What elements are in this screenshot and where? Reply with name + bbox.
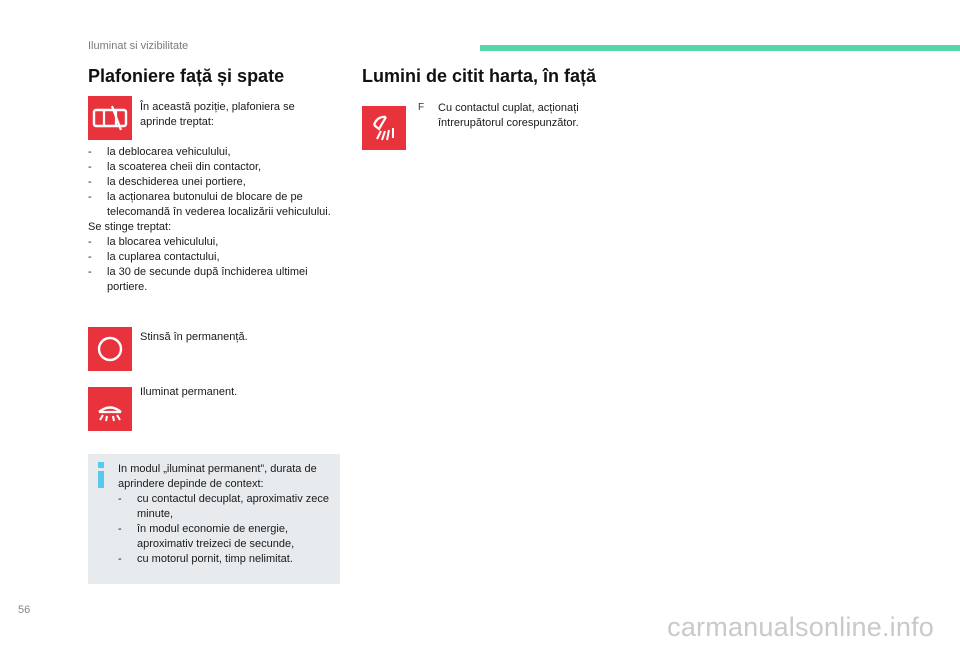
list-item: - la deblocarea vehiculului, <box>88 145 340 160</box>
arrow-bullet-icon: F <box>418 102 425 113</box>
on-text: Iluminat permanent. <box>140 386 238 398</box>
info-text <box>118 462 334 567</box>
intro-text: În această poziție, plafoniera se aprinde treptat: <box>140 101 295 128</box>
left-title: Plafoniere față și spate <box>88 66 285 86</box>
list-item: - la deschiderea unei portiere, <box>88 175 340 190</box>
list-item: - în modul economie de energie, aproximativ treizeci de secunde, <box>118 522 334 552</box>
door-courtesy-light-icon <box>91 103 129 133</box>
list-item: - cu contactul decuplat, aproximativ zece minute, <box>118 492 334 522</box>
info-box <box>88 454 340 584</box>
list-item: - la acționarea butonului de blocare de pe telecomandă în vederea localizării vehiculului. <box>88 190 340 220</box>
info-intro: In modul „iluminat permanent”, durata de aprindere depinde de context: <box>118 463 317 490</box>
list-item: - cu motorul pornit, timp nelimitat. <box>118 552 334 567</box>
on-icon-box <box>88 387 132 431</box>
off-icon-box <box>88 327 132 371</box>
info-icon <box>94 462 108 488</box>
map-reading-light-icon <box>367 112 401 144</box>
lamp-on-icon <box>93 394 127 424</box>
list-item: - la cuplarea contactului, <box>88 250 340 265</box>
map-light-icon-box <box>362 106 406 150</box>
door-light-icon-box <box>88 96 132 140</box>
left-body-text <box>88 145 340 295</box>
right-text: Cu contactul cuplat, acționați întrerupătorul corespunzător. <box>438 102 579 129</box>
header-accent-bar <box>480 45 960 51</box>
section-label: Iluminat si vizibilitate <box>88 40 189 52</box>
list-item: - la blocarea vehiculului, <box>88 235 340 250</box>
list-item: - la 30 de secunde după închiderea ultimei portiere. <box>88 265 340 295</box>
right-title: Lumini de citit harta, în față <box>362 66 597 86</box>
list-item: - la scoaterea cheii din contactor, <box>88 160 340 175</box>
off-text: Stinsă în permanență. <box>140 331 248 343</box>
page-number: 56 <box>18 604 31 616</box>
circle-off-icon <box>95 334 125 364</box>
goes-out-label: Se stinge treptat: <box>88 221 172 233</box>
watermark: carmanualsonline.info <box>667 612 934 642</box>
